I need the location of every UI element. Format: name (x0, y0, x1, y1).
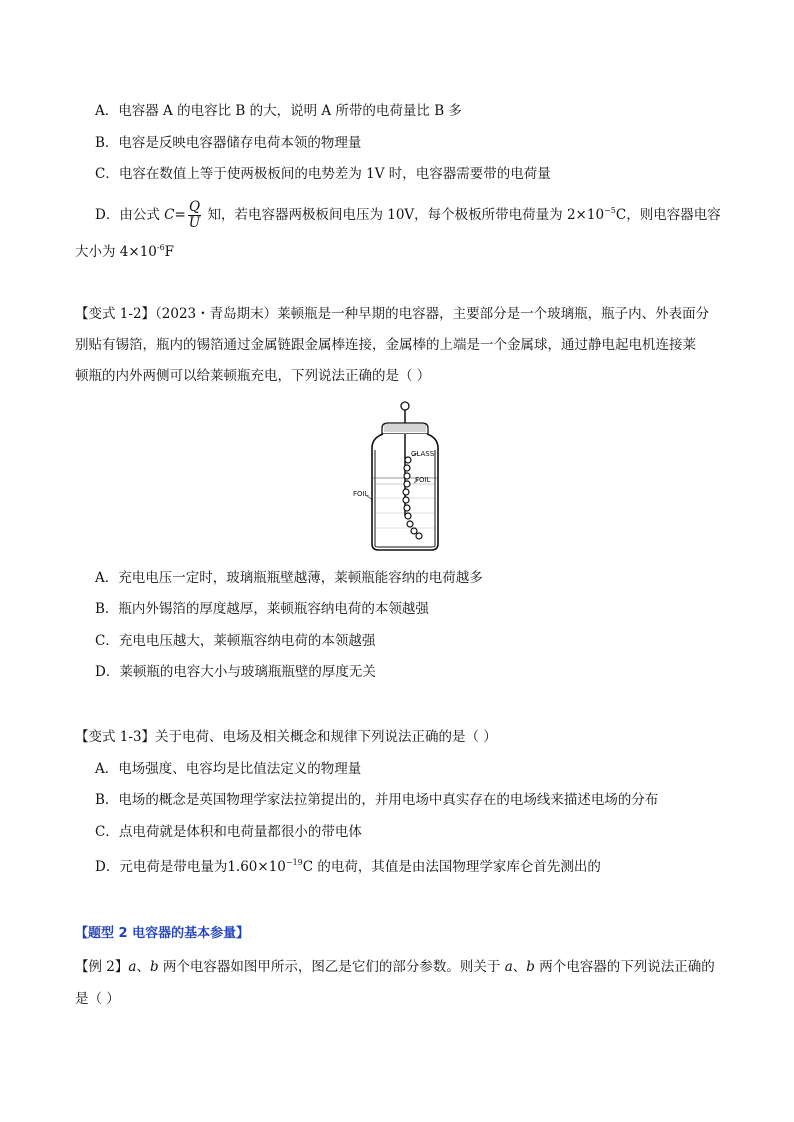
q2-stem-line1 (75, 304, 709, 324)
q1-option-d-continued (75, 238, 174, 262)
q2-tag: 【变式 1-2】 (75, 306, 156, 322)
q1-option-d-line2-prefix: 大小为 4×10 (75, 244, 157, 260)
q1-option-d-mid: 知，若电容器两极板间电压为 10V，每个极板所带电荷量为 2×10 (203, 207, 605, 223)
figure-label-foil-left: FOIL (353, 490, 369, 498)
q1-option-c: C．电容在数值上等于使两极板间的电势差为 1V 时，电容器需要带的电荷量 (95, 166, 551, 182)
q1-formula-var: C (164, 207, 175, 223)
q3-option-a: A．电场强度、电容均是比值法定义的物理量 (95, 761, 362, 777)
example-stem-line1 (75, 957, 715, 977)
q2-stem-line2: 别贴有锡箔，瓶内的锡箔通过金属链跟金属棒连接，金属棒的上端是一个金属球，通过静电起电机连接莱 (75, 337, 696, 353)
example-sep2: 、 (512, 959, 527, 975)
q1-option-d-line2-suffix: F (164, 244, 175, 260)
q2-stem-line3: 顿瓶的内外两侧可以给莱顿瓶充电，下列说法正确的是（ ） (75, 368, 431, 384)
leyden-jar-illustration (352, 398, 444, 556)
figure-label-foil-right: FOIL (415, 476, 431, 484)
leyden-jar-figure (352, 398, 444, 556)
q2-line1-text: （2023・青岛期末）莱顿瓶是一种早期的电容器，主要部分是一个玻璃瓶，瓶子内、外表面分 (155, 306, 710, 322)
q2-option-d: D．莱顿瓶的电容大小与玻璃瓶瓶壁的厚度无关 (95, 664, 376, 680)
example-var-a: a (128, 959, 137, 975)
q2-option-b: B．瓶内外锡箔的厚度越厚，莱顿瓶容纳电荷的本领越强 (95, 601, 429, 617)
q1-exponent-2: -6 (156, 243, 165, 252)
example-var-a2: a (504, 959, 513, 975)
q1-option-b: B．电容是反映电容器储存电荷本领的物理量 (95, 135, 362, 151)
q1-exponent-1: −5 (604, 206, 616, 215)
example-var-b: b (149, 959, 159, 975)
q1-option-a: A．电容器 A 的电容比 B 的大，说明 A 所带的电荷量比 B 多 (95, 103, 462, 119)
example-text1: 两个电容器如图甲所示，图乙是它们的部分参数。则关于 (158, 959, 505, 975)
q3-option-d-suffix: C 的电荷，其值是由法国物理学家库仑首先测出的 (302, 859, 601, 875)
q1-formula-numerator: Q (188, 199, 201, 215)
section-heading: 【题型 2 电容器的基本参量】 (75, 926, 250, 941)
q2-option-c: C．充电电压越大，莱顿瓶容纳电荷的本领越强 (95, 633, 376, 649)
q3-option-c: C．点电荷就是体积和电荷量都很小的带电体 (95, 824, 362, 840)
q1-formula-eq: = (174, 207, 186, 223)
q1-formula-denominator: U (188, 215, 201, 231)
q3-stem: 【变式 1-3】关于电荷、电场及相关概念和规律下列说法正确的是（ ） (75, 729, 497, 745)
example-stem-line2: 是（ ） (75, 991, 120, 1007)
q1-formula-fraction (188, 200, 201, 231)
q1-option-d (95, 194, 721, 232)
q1-option-d-mid2: C，则电容器电容 (615, 207, 721, 223)
q3-option-d (95, 853, 601, 877)
q3-exponent: −19 (285, 858, 303, 867)
q2-option-a: A．充电电压一定时，玻璃瓶瓶壁越薄，莱顿瓶能容纳的电荷越多 (95, 570, 483, 586)
example-text2: 两个电容器的下列说法正确的 (534, 959, 715, 975)
q3-option-d-prefix: D．元电荷是带电量为1.60×10 (95, 859, 286, 875)
q3-option-b: B．电场的概念是英国物理学家法拉第提出的，并用电场中真实存在的电场线来描述电场的分布 (95, 792, 659, 808)
example-tag: 【例 2】 (75, 959, 129, 975)
figure-label-glass: GLASS (411, 450, 435, 458)
example-var-b2: b (526, 959, 535, 975)
q1-option-d-prefix: D．由公式 (95, 207, 165, 223)
example-sep: 、 (136, 959, 150, 975)
